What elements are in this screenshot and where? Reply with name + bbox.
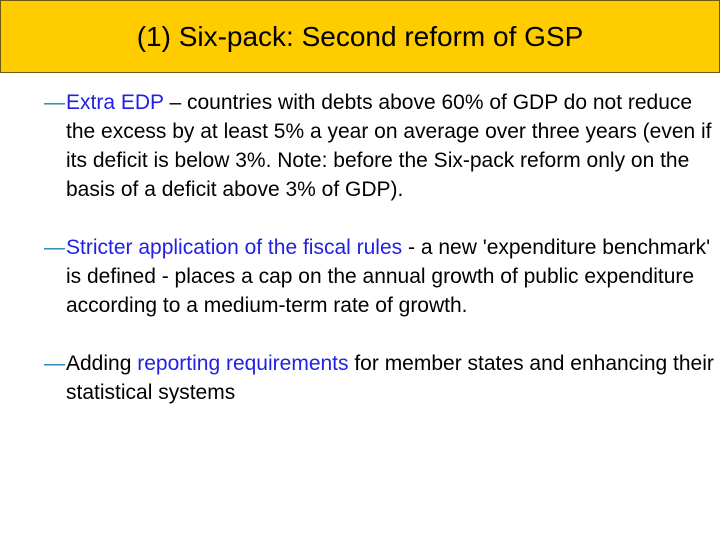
bullet-text: – countries with debts above 60% of GDP do not reduce the excess by at least 5% a year on average over three years (even if its deficit is below 3%. Note: before the Six-pack reform only on the basis of a deficit above 3% of GDP). — [66, 91, 712, 201]
bullet-text: - a new 'expenditure benchmark' is defined - places a cap on the annual growth of public expenditure according to a medium-term rate of growth. — [66, 236, 711, 317]
bullet-reporting — [44, 349, 720, 407]
bullet-extra-edp — [44, 88, 720, 204]
bullet-list — [44, 88, 720, 407]
bullet-fiscal-rules — [44, 233, 720, 320]
bullet-highlight: reporting requirements — [137, 352, 349, 375]
bullet-highlight: Extra EDP — [66, 91, 164, 114]
bullet-prefix: Adding — [66, 352, 138, 375]
title-bar — [0, 0, 720, 73]
bullet-text: for member states and enhancing their statistical systems — [66, 352, 714, 404]
dash-marker: — — [44, 352, 65, 375]
bullet-highlight: Stricter application of the fiscal rules — [66, 236, 403, 259]
dash-marker: — — [44, 236, 65, 259]
slide-title: (1) Six-pack: Second reform of GSP — [136, 20, 584, 52]
dash-marker: — — [44, 91, 65, 114]
